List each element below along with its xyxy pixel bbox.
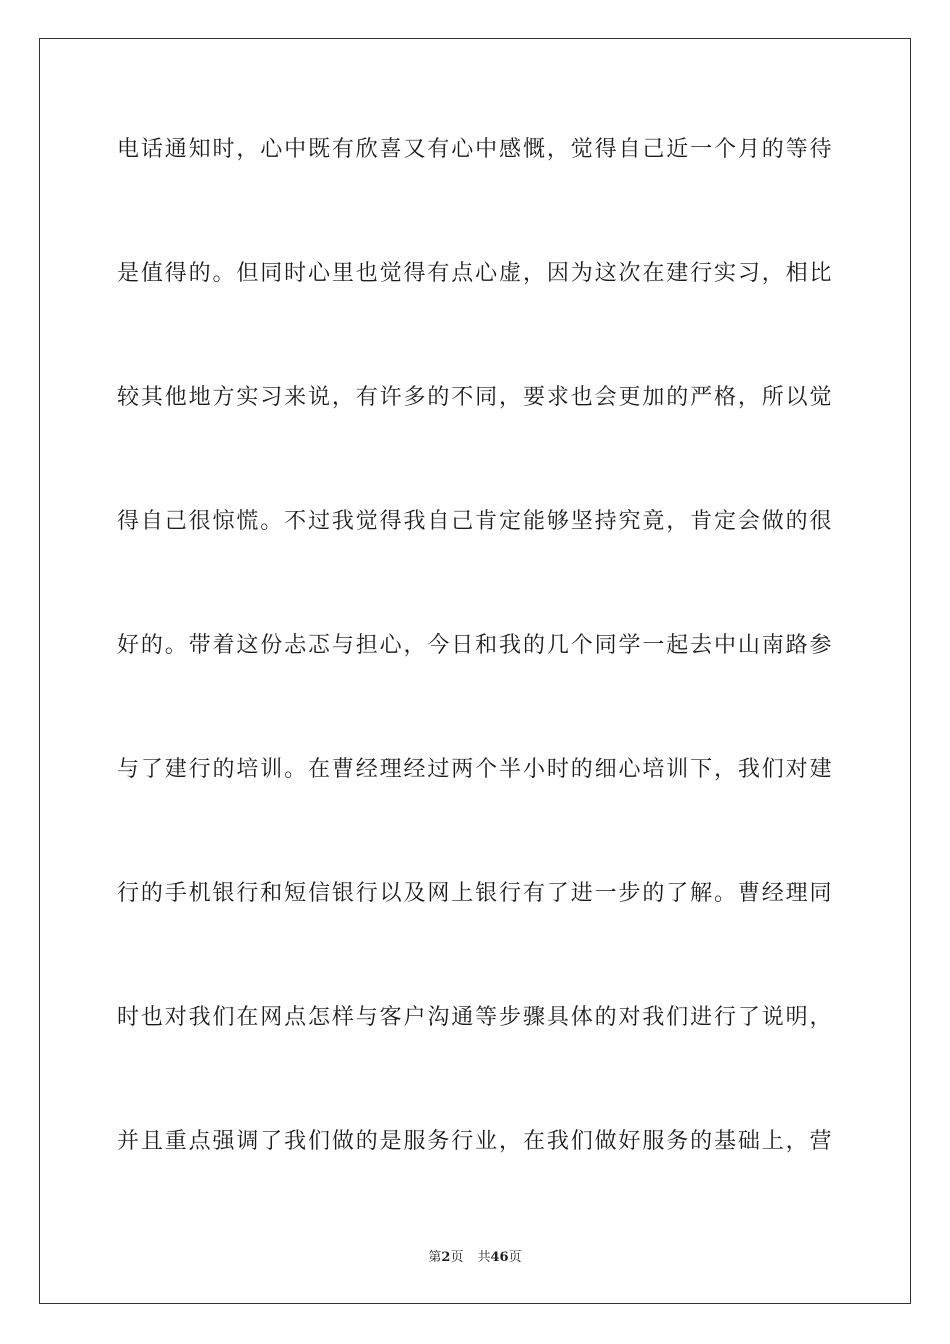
text-line: 并且重点强调了我们做的是服务行业，在我们做好服务的基础上，营: [117, 1129, 833, 1154]
text-line: 与了建行的培训。在曹经理经过两个半小时的细心培训下，我们对建: [117, 757, 833, 782]
total-pages: 46: [490, 1250, 509, 1265]
total-prefix: 共: [477, 1250, 491, 1265]
text-line: 较其他地方实习来说，有许多的不同，要求也会更加的严格，所以觉: [117, 385, 833, 410]
page-indicator: [428, 1250, 463, 1265]
page-footer: [0, 1246, 950, 1265]
text-line: 行的手机银行和短信银行以及网上银行有了进一步的了解。曹经理同: [117, 881, 833, 906]
page-number: 2: [441, 1250, 451, 1265]
document-body: [117, 126, 833, 1242]
page-suffix: 页: [450, 1250, 464, 1265]
text-line: 得自己很惊慌。不过我觉得我自己肯定能够坚持究竟，肯定会做的很: [117, 509, 833, 534]
total-pages-indicator: [477, 1250, 521, 1265]
text-line: 是值得的。但同时心里也觉得有点心虚，因为这次在建行实习，相比: [117, 261, 833, 286]
page-prefix: 第: [428, 1250, 442, 1265]
text-line: 好的。带着这份忐忑与担心，今日和我的几个同学一起去中山南路参: [117, 633, 833, 658]
text-line: 时也对我们在网点怎样与客户沟通等步骤具体的对我们进行了说明，: [117, 1005, 833, 1030]
text-line: 电话通知时，心中既有欣喜又有心中感慨，觉得自己近一个月的等待: [117, 137, 833, 162]
total-suffix: 页: [508, 1250, 522, 1265]
